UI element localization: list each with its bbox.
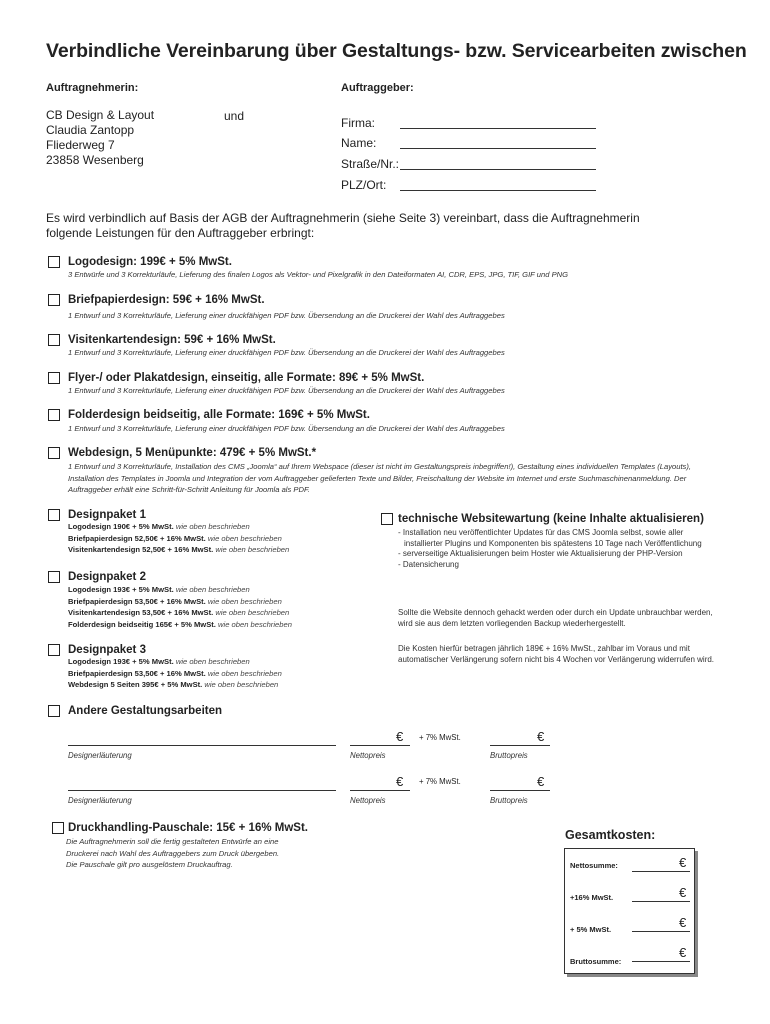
designer-desc-input-1[interactable] [68,745,336,746]
wartung-checkbox[interactable] [381,513,393,525]
euro-sign: € [396,729,404,744]
wartung-title: technische Websitewartung (keine Inhalte aktualisieren) [398,513,704,525]
und-text: und [224,109,245,123]
list-item: Briefpapierdesign 53,50€ + 16% MwSt. wie oben beschrieben [68,596,282,606]
folder-checkbox[interactable] [48,409,60,421]
druckhandling-desc [66,836,279,871]
wartung-text2: Die Kosten hierfür betragen jährlich 189€ + 16% MwSt., zahlbar im Voraus und mit automatischer Verlängerung sofern nicht bis 4 Wochen vor Verlängerung widerrufen wird. [398,644,715,664]
total-gross-label: Bruttosumme: [570,957,622,966]
designpaket1-title: Designpaket 1 [68,509,146,521]
vat-label-2: + 7% MwSt. [419,777,461,786]
list-item: Logodesign 193€ + 5% MwSt. wie oben beschrieben [68,585,250,594]
list-item: Logodesign 190€ + 5% MwSt. wie oben beschrieben [68,522,250,531]
euro-sign: € [537,774,545,789]
list-item: Visitenkartendesign 53,50€ + 16% MwSt. wie oben beschrieben [68,608,290,617]
andere-checkbox[interactable] [48,705,60,717]
druckhandling-title: Druckhandling-Pauschale: 15€ + 16% MwSt. [68,822,308,834]
list-item: Briefpapierdesign 52,50€ + 16% MwSt. wie oben beschrieben [68,533,282,543]
list-item: Webdesign 5 Seiten 395€ + 5% MwSt. wie oben beschrieben [68,680,279,689]
contractor-address [46,108,154,168]
intro-text: Es wird verbindlich auf Basis der AGB der Auftragnehmerin (siehe Seite 3) vereinbart, dass die Auftragnehmerin folgende Leistungen für den Auftraggeber erbringt: [46,211,640,240]
webdesign-desc: 1 Entwurf und 3 Korrekturläufe, Installation des CMS „Joomla“ auf Ihrem Webspace (dieser ist nicht im Gestaltungspreis inbegriffen!), Gestaltung eines individuellen Templates (Layouts), Installation des Templates in Joomla und Integration der vom Auftraggeber gelieferten Texte und Bilder, Freischaltung der Website im Internet und erste Suchmaschinenanmeldung. Der Auftraggeber erhält eine Schritt-für-Schritt Anleitung für Joomla als PDF. [68,462,691,494]
folder-desc: 1 Entwurf und 3 Korrekturläufe, Lieferung einer druckfähigen PDF bzw. Übersendung an die Druckerei der Wahl des Auftraggebes [68,424,505,433]
briefpapier-checkbox[interactable] [48,294,60,306]
designpaket1-list [68,521,289,556]
briefpapier-title: Briefpapierdesign: 59€ + 16% MwSt. [68,294,265,306]
list-item: Die Auftragnehmerin soll die fertig gestalteten Entwürfe an eine [66,837,279,846]
logodesign-checkbox[interactable] [48,256,60,268]
list-item: Visitenkartendesign 52,50€ + 16% MwSt. wie oben beschrieben [68,545,290,554]
field-street-label: Straße/Nr.: [341,157,400,171]
euro-sign: € [537,729,545,744]
total-vat5-label: + 5% MwSt. [570,925,612,934]
gross-price-input-2[interactable] [490,790,550,791]
euro-sign: € [679,915,687,930]
visitenkarten-title: Visitenkartendesign: 59€ + 16% MwSt. [68,334,276,346]
list-item: Briefpapierdesign 53,50€ + 16% MwSt. wie oben beschrieben [68,668,282,678]
designpaket2-list [68,584,292,630]
total-vat16-input[interactable] [632,901,690,902]
list-item: Druckerei nach Wahl des Auftraggebers zum Druck übergeben. [66,848,280,858]
field-firma-label: Firma: [341,116,375,130]
flyer-checkbox[interactable] [48,372,60,384]
field-city-input[interactable] [400,190,596,191]
field-name-input[interactable] [400,148,596,149]
caption-gross-1: Bruttopreis [490,751,528,760]
field-firma-input[interactable] [400,128,596,129]
net-price-input-1[interactable] [350,745,410,746]
caption-gross-2: Bruttopreis [490,796,528,805]
webdesign-checkbox[interactable] [48,447,60,459]
total-vat5-input[interactable] [632,931,690,932]
designpaket3-title: Designpaket 3 [68,644,146,656]
field-name-label: Name: [341,136,377,150]
designpaket2-title: Designpaket 2 [68,571,146,583]
total-net-input[interactable] [632,871,690,872]
document-title: Verbindliche Vereinbarung über Gestaltungs- bzw. Servicearbeiten zwischen [46,40,747,62]
wartung-list [398,528,716,570]
list-item: Logodesign 193€ + 5% MwSt. wie oben beschrieben [68,657,250,666]
logodesign-desc: 3 Entwürfe und 3 Korrekturläufe, Lieferung des finalen Logos als Vektor- und Pixelgrafik in den Dateiformaten AI, CDR, EPS, JPG, TIF, GIF und PNG [68,270,569,279]
list-item: - Installation neu veröffentlichter Updates für das CMS Joomla selbst, sowie aller installierter Plugins und Komponenten bis spätestens 10 Tage nach Veröffentlichung [398,528,702,548]
net-price-input-2[interactable] [350,790,410,791]
designpaket2-checkbox[interactable] [48,571,60,583]
druckhandling-checkbox[interactable] [52,822,64,834]
caption-net-1: Nettopreis [350,751,386,760]
webdesign-title: Webdesign, 5 Menüpunkte: 479€ + 5% MwSt.* [68,447,317,459]
field-street-input[interactable] [400,169,596,170]
designpaket3-list [68,656,282,691]
designpaket1-checkbox[interactable] [48,509,60,521]
andere-title: Andere Gestaltungsarbeiten [68,705,223,717]
wartung-text1: Sollte die Website dennoch gehackt werden oder durch ein Update unbrauchbar werden, wird sie aus dem letzten vorliegenden Backup wiederhergestellt. [398,608,713,628]
caption-desc-1: Designerläuterung [68,751,132,760]
euro-sign: € [396,774,404,789]
total-vat16-label: +16% MwSt. [570,893,614,902]
euro-sign: € [679,855,687,870]
gross-price-input-1[interactable] [490,745,550,746]
contractor-line: CB Design & Layout [46,108,155,122]
flyer-desc: 1 Entwurf und 3 Korrekturläufe, Lieferung einer druckfähigen PDF bzw. Übersendung an die Druckerei der Wahl des Auftraggebes [68,386,505,395]
visitenkarten-checkbox[interactable] [48,334,60,346]
vat-label-1: + 7% MwSt. [419,733,461,742]
briefpapier-desc: 1 Entwurf und 3 Korrekturläufe, Lieferung einer druckfähigen PDF bzw. Übersendung an die Druckerei der Wahl des Auftraggebes [68,311,505,320]
flyer-title: Flyer-/ oder Plakatdesign, einseitig, alle Formate: 89€ + 5% MwSt. [68,372,425,384]
caption-net-2: Nettopreis [350,796,386,805]
client-label: Auftraggeber: [341,82,414,94]
list-item: Die Pauschale gilt pro ausgelöstem Druckauftrag. [66,860,233,869]
folder-title: Folderdesign beidseitig, alle Formate: 169€ + 5% MwSt. [68,409,370,421]
total-box [564,848,695,974]
contractor-label: Auftragnehmerin: [46,82,139,94]
contractor-line: Claudia Zantopp [46,123,135,137]
visitenkarten-desc: 1 Entwurf und 3 Korrekturläufe, Lieferung einer druckfähigen PDF bzw. Übersendung an die Druckerei der Wahl des Auftraggebes [68,348,505,357]
total-net-label: Nettosumme: [570,861,618,870]
contractor-line: Fliederweg 7 [46,138,115,152]
contractor-line: 23858 Wesenberg [46,153,144,167]
list-item: - Datensicherung [398,559,459,569]
list-item: Folderdesign beidseitig 165€ + 5% MwSt. wie oben beschrieben [68,619,292,629]
logodesign-title: Logodesign: 199€ + 5% MwSt. [68,256,232,268]
euro-sign: € [679,945,687,960]
list-item: - serverseitige Aktualisierungen beim Hoster wie Aktualisierung der PHP-Version [398,549,683,559]
field-city-label: PLZ/Ort: [341,178,387,192]
designer-desc-input-2[interactable] [68,790,336,791]
designpaket3-checkbox[interactable] [48,644,60,656]
euro-sign: € [679,885,687,900]
total-gross-input[interactable] [632,961,690,962]
total-title: Gesamtkosten: [565,828,656,842]
caption-desc-2: Designerläuterung [68,796,132,805]
